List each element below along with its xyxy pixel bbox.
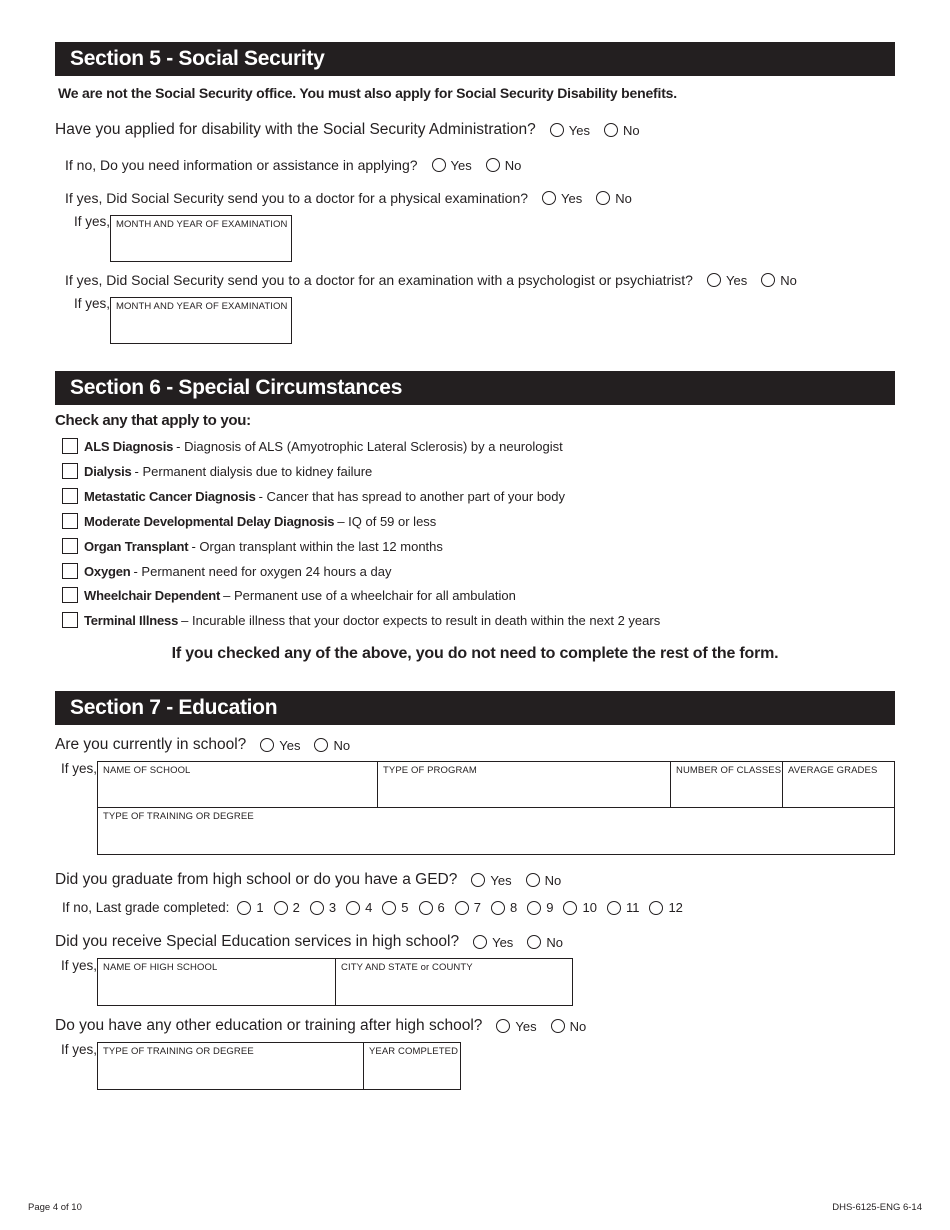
grade-8-option[interactable]: 8 — [491, 900, 517, 915]
if-yes-label: If yes, — [74, 296, 111, 311]
high-school-graduate-question — [55, 871, 561, 889]
if-yes-label: If yes, — [74, 214, 111, 229]
physical-exam-date-field[interactable] — [110, 215, 292, 262]
other-education-question — [55, 1017, 586, 1035]
question-text: Are you currently in school? — [55, 736, 247, 753]
checkbox[interactable] — [62, 587, 78, 603]
field-label: AVERAGE GRADES — [788, 765, 878, 776]
grade-10-option[interactable]: 10 — [563, 900, 596, 915]
radio-button[interactable] — [274, 901, 288, 915]
radio-button[interactable] — [382, 901, 396, 915]
radio-button[interactable] — [314, 738, 328, 752]
radio-button[interactable] — [491, 901, 505, 915]
program-type-field[interactable] — [377, 761, 671, 808]
radio-button[interactable] — [527, 935, 541, 949]
field-label: NAME OF SCHOOL — [103, 765, 191, 776]
field-label: NAME OF HIGH SCHOOL — [103, 962, 218, 973]
radio-button[interactable] — [607, 901, 621, 915]
checkbox[interactable] — [62, 612, 78, 628]
grade-5-option[interactable]: 5 — [382, 900, 408, 915]
ssa-applied-question — [55, 121, 640, 139]
radio-button[interactable] — [542, 191, 556, 205]
training-degree-field[interactable] — [97, 807, 895, 855]
school-name-field[interactable] — [97, 761, 378, 808]
radio-button[interactable] — [346, 901, 360, 915]
checkbox[interactable] — [62, 438, 78, 454]
other-training-degree-field[interactable] — [97, 1042, 364, 1090]
high-school-name-field[interactable] — [97, 958, 336, 1006]
other-education-yes[interactable]: Yes — [496, 1019, 536, 1034]
checkbox[interactable] — [62, 563, 78, 579]
checkbox-organ-transplant[interactable]: Organ Transplant - Organ transplant within the last 12 months — [62, 538, 443, 554]
checkbox[interactable] — [62, 488, 78, 504]
section-6-instruction: Check any that apply to you: — [55, 412, 251, 429]
other-education-no[interactable]: No — [551, 1019, 587, 1034]
checkbox-developmental-delay[interactable]: Moderate Developmental Delay Diagnosis – IQ of 59 or less — [62, 513, 436, 529]
ssa-assistance-no[interactable]: No — [486, 158, 522, 173]
special-ed-yes[interactable]: Yes — [473, 935, 513, 950]
number-of-classes-field[interactable] — [670, 761, 783, 808]
radio-button[interactable] — [551, 1019, 565, 1033]
field-label: YEAR COMPLETED — [369, 1046, 459, 1057]
question-text: Do you have any other education or training after high school? — [55, 1017, 483, 1034]
grade-11-option[interactable]: 11 — [607, 900, 640, 915]
question-text: Did you receive Special Education services in high school? — [55, 933, 460, 950]
radio-button[interactable] — [563, 901, 577, 915]
checkbox-dialysis[interactable]: Dialysis - Permanent dialysis due to kidney failure — [62, 463, 372, 479]
radio-button[interactable] — [455, 901, 469, 915]
grade-7-option[interactable]: 7 — [455, 900, 481, 915]
radio-button[interactable] — [596, 191, 610, 205]
grade-9-option[interactable]: 9 — [527, 900, 553, 915]
field-label: TYPE OF PROGRAM — [383, 765, 477, 776]
psych-exam-yes[interactable]: Yes — [707, 273, 747, 288]
radio-button[interactable] — [473, 935, 487, 949]
radio-button[interactable] — [604, 123, 618, 137]
grade-12-option[interactable]: 12 — [649, 900, 682, 915]
form-id: DHS-6125-ENG 6-14 — [832, 1202, 922, 1213]
ssa-assistance-question — [65, 157, 521, 173]
checkbox-oxygen[interactable]: Oxygen - Permanent need for oxygen 24 hours a day — [62, 563, 391, 579]
ssa-applied-yes[interactable]: Yes — [550, 123, 590, 138]
physical-exam-no[interactable]: No — [596, 191, 632, 206]
in-school-question — [55, 736, 350, 754]
checkbox-wheelchair[interactable]: Wheelchair Dependent – Permanent use of a wheelchair for all ambulation — [62, 587, 516, 603]
city-state-county-field[interactable] — [335, 958, 573, 1006]
radio-button[interactable] — [310, 901, 324, 915]
graduate-yes[interactable]: Yes — [471, 873, 511, 888]
radio-button[interactable] — [237, 901, 251, 915]
checkbox[interactable] — [62, 538, 78, 554]
checkbox[interactable] — [62, 513, 78, 529]
radio-button[interactable] — [486, 158, 500, 172]
checkbox[interactable] — [62, 463, 78, 479]
field-label: MONTH AND YEAR OF EXAMINATION — [116, 219, 288, 230]
question-text: Did you graduate from high school or do you have a GED? — [55, 871, 458, 888]
in-school-no[interactable]: No — [314, 738, 350, 753]
radio-button[interactable] — [471, 873, 485, 887]
special-education-question — [55, 933, 563, 951]
field-label: TYPE OF TRAINING OR DEGREE — [103, 811, 254, 822]
checkbox-als[interactable]: ALS Diagnosis - Diagnosis of ALS (Amyotrophic Lateral Sclerosis) by a neurologist — [62, 438, 563, 454]
section-7-header: Section 7 - Education — [55, 691, 895, 725]
if-yes-label: If yes, — [61, 958, 98, 973]
if-yes-label: If yes, — [61, 1042, 98, 1057]
section-5-header: Section 5 - Social Security — [55, 42, 895, 76]
radio-button[interactable] — [550, 123, 564, 137]
radio-button[interactable] — [260, 738, 274, 752]
graduate-no[interactable]: No — [526, 873, 562, 888]
psych-exam-date-field[interactable] — [110, 297, 292, 344]
radio-button[interactable] — [526, 873, 540, 887]
ssa-assistance-yes[interactable]: Yes — [432, 158, 472, 173]
radio-button[interactable] — [707, 273, 721, 287]
section-6-note: If you checked any of the above, you do not need to complete the rest of the form. — [171, 645, 779, 662]
radio-button[interactable] — [527, 901, 541, 915]
question-text: If yes, Did Social Security send you to a doctor for a physical examination? — [65, 190, 529, 206]
field-label: TYPE OF TRAINING OR DEGREE — [103, 1046, 254, 1057]
question-text: If no, Do you need information or assistance in applying? — [65, 157, 418, 173]
grade-4-option[interactable]: 4 — [346, 900, 372, 915]
field-label: CITY AND STATE or COUNTY — [341, 962, 473, 973]
physical-exam-yes[interactable]: Yes — [542, 191, 582, 206]
special-ed-no[interactable]: No — [527, 935, 563, 950]
section-5-notice: We are not the Social Security office. You must also apply for Social Security Disability benefits. — [58, 85, 677, 101]
grade-2-option[interactable]: 2 — [274, 900, 300, 915]
grade-6-option[interactable]: 6 — [419, 900, 445, 915]
last-grade-completed — [62, 900, 693, 915]
radio-button[interactable] — [649, 901, 663, 915]
radio-button[interactable] — [761, 273, 775, 287]
ssa-physical-exam-question — [65, 190, 632, 206]
question-text: Have you applied for disability with the Social Security Administration? — [55, 121, 536, 138]
checkbox-terminal-illness[interactable]: Terminal Illness – Incurable illness that your doctor expects to result in death within the next 2 years — [62, 612, 660, 628]
ssa-psych-exam-question — [65, 272, 797, 288]
radio-button[interactable] — [432, 158, 446, 172]
in-school-yes[interactable]: Yes — [260, 738, 300, 753]
radio-button[interactable] — [419, 901, 433, 915]
question-text: If yes, Did Social Security send you to a doctor for an examination with a psychologist or psychiatrist? — [65, 272, 693, 288]
psych-exam-no[interactable]: No — [761, 273, 797, 288]
page-number: Page 4 of 10 — [28, 1202, 82, 1213]
grade-3-option[interactable]: 3 — [310, 900, 336, 915]
checkbox-metastatic-cancer[interactable]: Metastatic Cancer Diagnosis - Cancer that has spread to another part of your body — [62, 488, 565, 504]
ssa-applied-no[interactable]: No — [604, 123, 640, 138]
year-completed-field[interactable] — [363, 1042, 461, 1090]
field-label: MONTH AND YEAR OF EXAMINATION — [116, 301, 288, 312]
grade-1-option[interactable]: 1 — [237, 900, 263, 915]
radio-button[interactable] — [496, 1019, 510, 1033]
section-6-header: Section 6 - Special Circumstances — [55, 371, 895, 405]
average-grades-field[interactable] — [782, 761, 895, 808]
if-yes-label: If yes, — [61, 761, 98, 776]
question-text: If no, Last grade completed: — [62, 900, 230, 915]
field-label: NUMBER OF CLASSES — [676, 765, 782, 776]
